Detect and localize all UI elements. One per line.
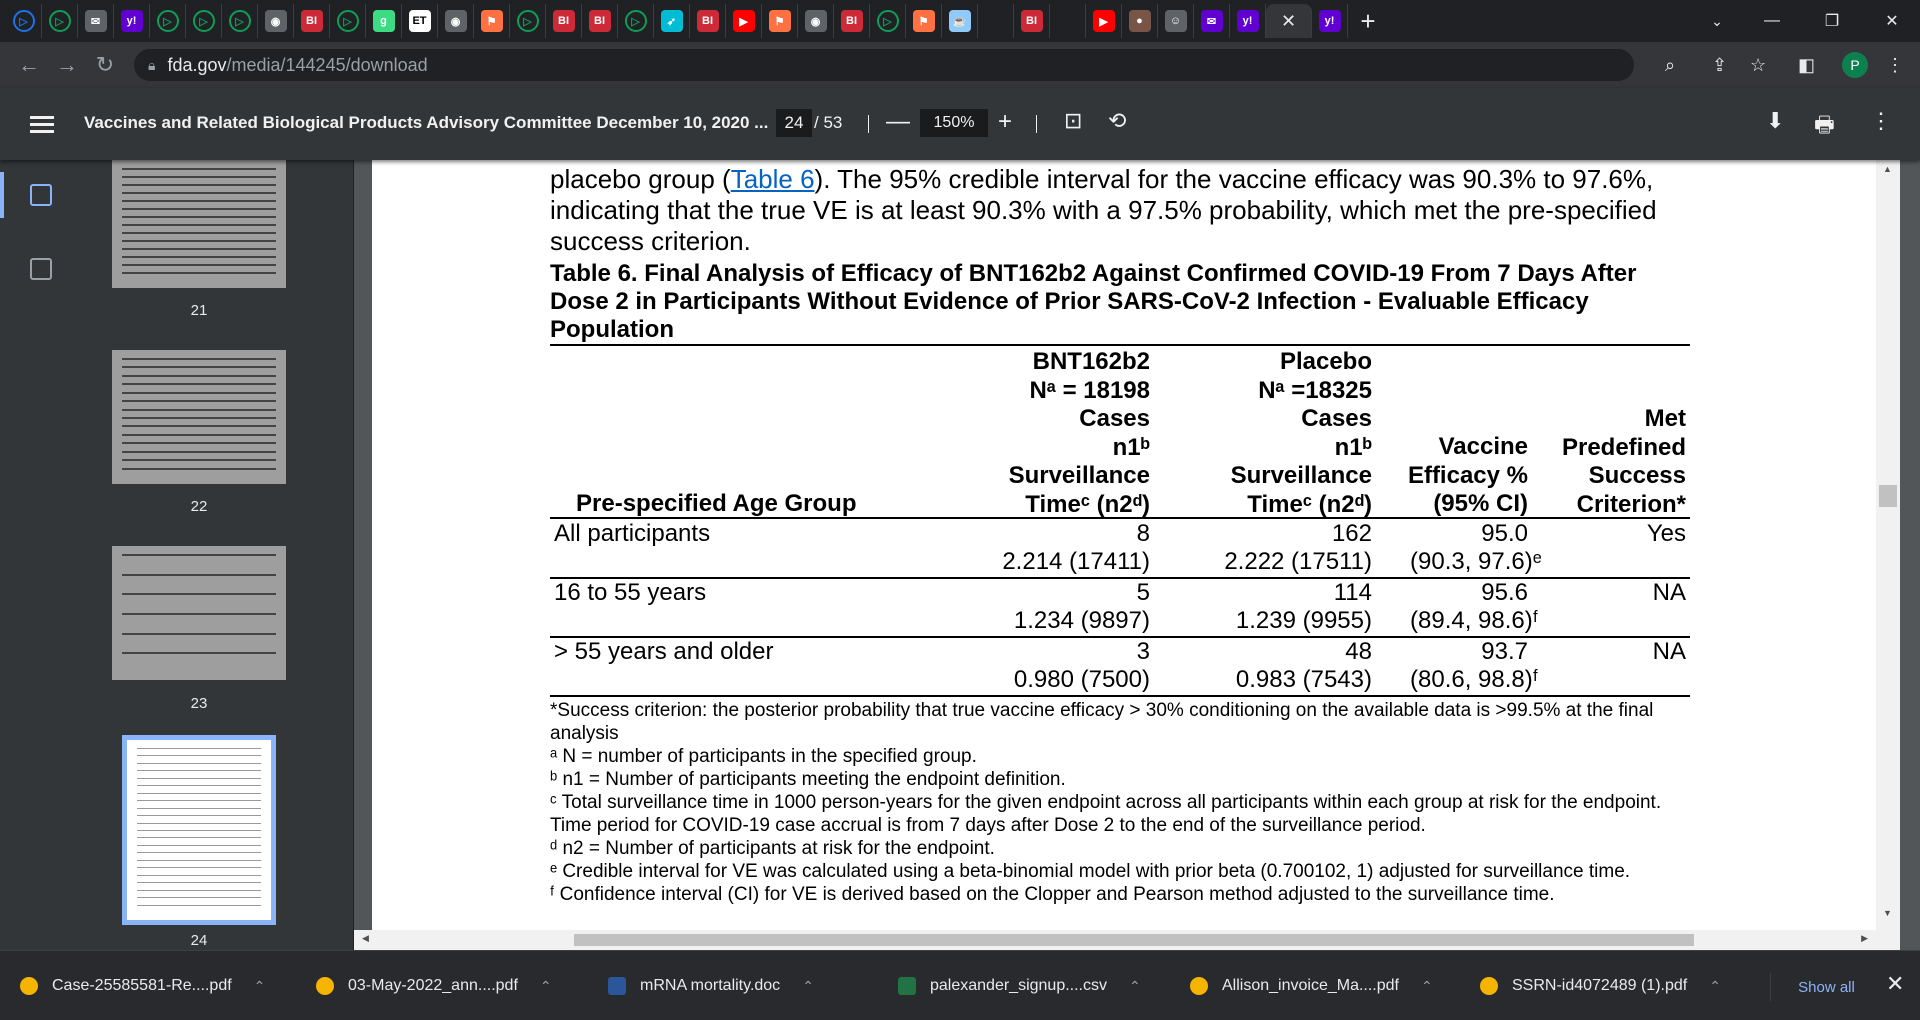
- bi-icon: BI: [697, 10, 719, 32]
- play-icon: ▷: [877, 10, 899, 32]
- browser-tab[interactable]: [6, 4, 42, 38]
- chevron-up-icon[interactable]: ⌃: [1420, 977, 1433, 994]
- browser-tab[interactable]: [690, 4, 726, 38]
- browser-tab[interactable]: [258, 4, 294, 38]
- header-bnt: [952, 348, 1150, 519]
- et-icon: ET: [409, 10, 431, 32]
- yahoo-icon: y!: [1237, 10, 1259, 32]
- yahoo-icon: y!: [121, 10, 143, 32]
- thumbnail-text-line: [137, 815, 261, 816]
- bnt-time: 1.234 (9897): [1013, 607, 1150, 634]
- thumbnail-text-line: [122, 200, 276, 202]
- page-thumbnail-24[interactable]: [127, 740, 271, 920]
- footnote: *Success criterion: the posterior probability that true vaccine efficacy > 30% conditioning on the available data is >99.5% at the final analysis: [550, 700, 1654, 744]
- thumbnail-text-line: [137, 748, 261, 749]
- downloads-bar: [0, 950, 1920, 1020]
- header-met: [1530, 405, 1686, 519]
- paragraph-text: ). The 95% credible interval for the vaccine efficacy was 90.3% to 97.6%, indicating that the true VE is at least 90.3% with a 97.5% probability, which met the pre-specified success criterion.: [550, 164, 1657, 256]
- thumbnail-text-line: [122, 224, 276, 226]
- thumbnail-text-line: [137, 882, 261, 883]
- met-criterion: Yes: [1646, 520, 1686, 547]
- horizontal-scrollbar[interactable]: ◀ ▶: [354, 930, 1876, 950]
- yahoo-icon: y!: [1319, 10, 1341, 32]
- header-line: Nᵃ = 18198: [1029, 376, 1150, 404]
- thumbnail-text-line: [122, 574, 276, 576]
- play-icon: ▷: [337, 10, 359, 32]
- chrome-icon: [316, 977, 334, 995]
- thumbnail-text-line: [122, 248, 276, 250]
- thumbnail-text-line: [122, 366, 276, 368]
- met-criterion: NA: [1652, 638, 1686, 665]
- thumbnail-text-line: [122, 375, 276, 377]
- thumbnail-text-line: [122, 208, 276, 210]
- download-item[interactable]: [608, 969, 814, 1003]
- rotate-icon[interactable]: ⟲: [1108, 108, 1127, 133]
- chevron-up-icon[interactable]: ⌃: [802, 977, 814, 994]
- close-downloads-icon[interactable]: ✕: [1886, 971, 1905, 996]
- header-line: Timeᶜ (n2ᵈ): [1247, 490, 1372, 518]
- page-total: / 53: [814, 113, 843, 132]
- row-group: 16 to 55 years: [554, 579, 707, 606]
- page-thumbnail-23[interactable]: [112, 546, 286, 680]
- thumbnail-text-line: [122, 434, 276, 436]
- browser-tab[interactable]: [1122, 4, 1158, 38]
- browser-tab[interactable]: [582, 4, 618, 38]
- thumbnail-text-line: [122, 459, 276, 461]
- browser-tab[interactable]: [798, 4, 834, 38]
- pdf-title: Vaccines and Related Biological Products Advisory Committee December 10, 2020 ...: [84, 113, 769, 132]
- footnote: ᵇ n1 = Number of participants meeting the endpoint definition.: [550, 769, 1066, 790]
- bi-icon: BI: [553, 10, 575, 32]
- bi-icon: BI: [589, 10, 611, 32]
- placebo-time: 0.983 (7543): [1235, 666, 1372, 693]
- download-item[interactable]: [316, 969, 552, 1003]
- thumbnail-text-line: [122, 216, 276, 218]
- download-filename: Case-25585581-Re....pdf: [52, 977, 232, 994]
- avatar-icon: ●: [1129, 10, 1151, 32]
- thumbnail-text-line: [137, 875, 261, 876]
- thumbnail-text-line: [137, 852, 261, 853]
- header-line: Success: [1588, 462, 1686, 489]
- bi-icon: BI: [841, 10, 863, 32]
- ve-value: 95.6: [1481, 579, 1528, 606]
- placebo-time: 1.239 (9955): [1235, 607, 1372, 634]
- play-icon: ▷: [157, 10, 179, 32]
- thumbnail-text-line: [122, 240, 276, 242]
- thumbnail-text-line: [137, 845, 261, 846]
- minimize-icon[interactable]: —: [1764, 12, 1780, 29]
- thumbnail-text-line: [122, 184, 276, 186]
- active-indicator: [0, 172, 4, 218]
- thumbnail-text-line: [122, 409, 276, 411]
- play-icon: ▷: [625, 10, 647, 32]
- tab-strip: [0, 0, 1920, 42]
- footnote: ᵈ n2 = Number of participants at risk for the endpoint.: [550, 838, 995, 859]
- header-rule: [550, 517, 1690, 519]
- download-item[interactable]: [1190, 969, 1433, 1003]
- ve-ci: (80.6, 98.8)ᶠ: [1410, 666, 1539, 693]
- download-filename: 03-May-2022_ann....pdf: [348, 977, 518, 994]
- thumbnail-page-number: 22: [190, 498, 208, 515]
- bnt-cases: 8: [1136, 520, 1150, 547]
- play-icon: ▷: [13, 10, 35, 32]
- browser-tab[interactable]: [1194, 4, 1230, 38]
- blank-icon: [985, 10, 1007, 32]
- mail-icon: ✉: [1201, 10, 1223, 32]
- thumbnail-text-line: [137, 823, 261, 824]
- row-group: > 55 years and older: [554, 638, 774, 665]
- thumbnail-text-line: [122, 442, 276, 444]
- thumbnail-text-line: [122, 400, 276, 402]
- thumbnail-view-icon[interactable]: [30, 184, 52, 206]
- scroll-thumb[interactable]: [574, 934, 1694, 946]
- header-line: Cases: [1079, 405, 1150, 432]
- share-icon[interactable]: ⇪: [1712, 54, 1728, 75]
- youtube-icon: ▶: [733, 10, 755, 32]
- print-icon[interactable]: 🖶︎: [1814, 112, 1835, 137]
- table-caption: Table 6. Final Analysis of Efficacy of BNT162b2 Against Confirmed COVID-19 From 7 Days After Dose 2 in Participants Without Evidence of Prior SARS-CoV-2 Infection - Evaluable Efficacy Population: [550, 260, 1637, 343]
- thumbnail-text-line: [122, 613, 276, 615]
- browser-tab[interactable]: [330, 4, 366, 38]
- met-criterion: NA: [1652, 579, 1686, 606]
- placebo-cases: 162: [1331, 520, 1372, 547]
- divider: [1036, 115, 1037, 133]
- browser-tab[interactable]: [366, 4, 402, 38]
- browser-tab[interactable]: [1050, 4, 1086, 38]
- thumbnail-text-line: [122, 272, 276, 274]
- active-tab[interactable]: [1266, 4, 1312, 38]
- thumbnail-text-line: [137, 800, 261, 801]
- bookmark-icon: ⚑: [769, 10, 791, 32]
- lock-icon: 🔒︎: [148, 56, 156, 73]
- thumbnail-text-line: [122, 652, 276, 654]
- divider: [868, 115, 869, 133]
- profile-avatar[interactable]: P: [1842, 42, 1868, 88]
- scroll-thumb[interactable]: [1879, 485, 1897, 507]
- browser-tab[interactable]: [546, 4, 582, 38]
- ve-value: 93.7: [1481, 638, 1528, 665]
- browser-tab[interactable]: [78, 4, 114, 38]
- download-filename: palexander_signup....csv: [930, 977, 1107, 994]
- thumbnail-text-line: [137, 763, 261, 764]
- footnote: ᵃ N = number of participants in the specified group.: [550, 746, 977, 767]
- header-line: n1ᵇ: [1334, 433, 1372, 461]
- fly-icon: ➶: [661, 10, 683, 32]
- sidebar-toggle-icon[interactable]: [30, 116, 54, 133]
- browser-tab[interactable]: [474, 4, 510, 38]
- header-line: Vaccine: [1438, 433, 1528, 460]
- header-line: Cases: [1301, 405, 1372, 432]
- play-icon: ▷: [49, 10, 71, 32]
- play-icon: ▷: [229, 10, 251, 32]
- zoom-in-button[interactable]: +: [998, 108, 1013, 135]
- url-path: /media/144245/download: [226, 54, 428, 75]
- footnote: ᵉ Credible interval for VE was calculated using a beta-binomial model with prior beta (0.700102, 1) adjusted for surveillance time.: [550, 861, 1631, 882]
- download-filename: SSRN-id4072489 (1).pdf: [1512, 977, 1688, 994]
- browser-tab[interactable]: [42, 4, 78, 38]
- header-line: Predefined: [1561, 433, 1686, 461]
- thumbnail-page-number: 23: [190, 695, 208, 712]
- thumbnail-text-line: [137, 905, 261, 906]
- pdf-page: [372, 160, 1886, 950]
- bi-icon: BI: [1021, 10, 1043, 32]
- youtube-icon: ▶: [1093, 10, 1115, 32]
- thumbnail-text-line: [122, 176, 276, 178]
- chevron-up-icon[interactable]: ⌃: [253, 977, 266, 994]
- face-icon: ☺: [1165, 10, 1187, 32]
- page-number-input[interactable]: 24: [776, 109, 812, 137]
- ve-ci: (90.3, 97.6)ᵉ: [1410, 548, 1542, 575]
- play-icon: ▷: [517, 10, 539, 32]
- chrome-icon: [1190, 977, 1208, 995]
- bi-icon: BI: [301, 10, 323, 32]
- thumbnail-text-line: [122, 425, 276, 427]
- globe-icon: ◉: [445, 10, 467, 32]
- header-line: Criterion*: [1576, 490, 1686, 518]
- header-line: Surveillance: [1230, 462, 1372, 489]
- chevron-up-icon[interactable]: ⌃: [539, 977, 552, 994]
- thumbnail-text-line: [122, 468, 276, 470]
- pdf-toolbar: [0, 88, 1920, 160]
- header-line: Nᵃ =18325: [1258, 376, 1372, 404]
- browser-tab[interactable]: [402, 4, 438, 38]
- thumbnail-text-line: [137, 830, 261, 831]
- header-line: Timeᶜ (n2ᵈ): [1025, 490, 1150, 518]
- browser-tab[interactable]: [870, 4, 906, 38]
- download-item[interactable]: [20, 969, 265, 1003]
- ve-value: 95.0: [1481, 520, 1528, 547]
- thumbnail-text-line: [137, 837, 261, 838]
- thumbnail-text-line: [137, 785, 261, 786]
- restore-icon[interactable]: ❐: [1824, 13, 1840, 30]
- thumbnail-text-line: [137, 778, 261, 779]
- chevron-up-icon[interactable]: ⌃: [1709, 977, 1721, 994]
- placebo-cases: 114: [1333, 579, 1372, 606]
- header-line: (95% CI): [1433, 490, 1528, 517]
- browser-tab[interactable]: [726, 4, 762, 38]
- bookmark-icon: ⚑: [481, 10, 503, 32]
- browser-tab[interactable]: [294, 4, 330, 38]
- download-filename: mRNA mortality.doc: [640, 977, 781, 994]
- g-icon: g: [373, 10, 395, 32]
- url-host: fda.gov: [167, 54, 227, 75]
- header-line: BNT162b2: [1032, 348, 1150, 375]
- thumbnail-text-line: [122, 392, 276, 394]
- browser-tab[interactable]: [978, 4, 1014, 38]
- browser-tab[interactable]: [906, 4, 942, 38]
- chevron-up-icon[interactable]: ⌃: [1129, 977, 1141, 994]
- header-line: n1ᵇ: [1112, 433, 1150, 461]
- thumbnail-text-line: [137, 808, 261, 809]
- bnt-cases: 3: [1136, 638, 1150, 665]
- pdf-menu-icon[interactable]: ⋮: [1870, 108, 1892, 133]
- word-icon: [608, 977, 626, 995]
- row-group: All participants: [554, 520, 711, 547]
- bnt-cases: 5: [1136, 579, 1150, 606]
- placebo-time: 2.222 (17511): [1224, 548, 1372, 575]
- address-bar[interactable]: [134, 49, 1634, 81]
- thumbnail-text-line: [122, 383, 276, 385]
- browser-tab[interactable]: [618, 4, 654, 38]
- table-top-rule: [550, 344, 1690, 346]
- zoom-input[interactable]: 150%: [920, 109, 988, 137]
- play-icon: ▷: [193, 10, 215, 32]
- thumbnail-text-line: [137, 755, 261, 756]
- blank-icon: [1057, 10, 1079, 32]
- browser-toolbar: [0, 42, 1920, 88]
- zoom-out-button[interactable]: —: [886, 108, 910, 135]
- side-panel-icon[interactable]: ◧: [1798, 54, 1816, 75]
- download-filename: Allison_invoice_Ma....pdf: [1222, 977, 1399, 994]
- browser-tab[interactable]: [834, 4, 870, 38]
- thumbnail-text-line: [122, 232, 276, 234]
- excel-icon: [898, 977, 916, 995]
- browser-tab[interactable]: [510, 4, 546, 38]
- zoom-lens-icon[interactable]: ⌕: [1665, 54, 1676, 75]
- mail-icon: ✉: [85, 10, 107, 32]
- cup-icon: ☕: [949, 10, 971, 32]
- bookmark-star-icon[interactable]: ☆: [1750, 54, 1767, 75]
- fit-page-icon[interactable]: ⊡: [1064, 108, 1083, 133]
- bnt-time: 0.980 (7500): [1013, 666, 1150, 693]
- close-tab-icon[interactable]: ✕: [1280, 10, 1297, 31]
- header-line: Met: [1644, 405, 1686, 432]
- table-6-link[interactable]: Table 6: [730, 164, 815, 194]
- body-paragraph: [550, 164, 1690, 257]
- paragraph-text: placebo group (: [550, 164, 731, 194]
- browser-menu-icon[interactable]: ⋮: [1886, 54, 1904, 75]
- back-icon[interactable]: ←: [18, 52, 40, 77]
- show-all-button[interactable]: Show all: [1770, 973, 1882, 1001]
- browser-tab[interactable]: [186, 4, 222, 38]
- header-ve: [1392, 433, 1528, 519]
- thumbnail-text-line: [122, 256, 276, 258]
- browser-tab[interactable]: [1230, 4, 1266, 38]
- header-group: Pre-specified Age Group: [576, 490, 857, 517]
- browser-tab[interactable]: [1312, 4, 1348, 38]
- thumbnail-text-line: [137, 770, 261, 771]
- thumbnail-text-line: [122, 168, 276, 170]
- thumbnail-text-line: [122, 593, 276, 595]
- browser-tab[interactable]: [1086, 4, 1122, 38]
- download-icon[interactable]: ⬇: [1766, 108, 1785, 133]
- header-line: Efficacy %: [1407, 461, 1528, 489]
- close-window-icon[interactable]: ✕: [1885, 13, 1899, 30]
- bnt-time: 2.214 (17411): [1002, 548, 1150, 575]
- new-tab-button[interactable]: +: [1360, 5, 1376, 36]
- browser-tab[interactable]: [114, 4, 150, 38]
- header-line: Surveillance: [1008, 462, 1150, 489]
- outline-view-icon[interactable]: [30, 258, 52, 280]
- download-item[interactable]: [898, 969, 1141, 1003]
- globe-icon: ◉: [805, 10, 827, 32]
- thumbnail-text-line: [122, 358, 276, 360]
- thumbnail-text-line: [122, 451, 276, 453]
- browser-tab[interactable]: [654, 4, 690, 38]
- chrome-icon: [20, 977, 38, 995]
- ve-ci: (89.4, 98.6)ᶠ: [1410, 607, 1539, 634]
- browser-tab[interactable]: [1158, 4, 1194, 38]
- browser-tab[interactable]: [222, 4, 258, 38]
- browser-tab[interactable]: [762, 4, 798, 38]
- forward-icon[interactable]: →: [56, 52, 78, 77]
- bookmark-icon: ⚑: [913, 10, 935, 32]
- thumbnail-page-number: 21: [190, 302, 208, 319]
- placebo-cases: 48: [1345, 638, 1372, 665]
- tab-search-chevron-icon[interactable]: ⌄: [1711, 12, 1723, 29]
- row-rule: [550, 695, 1690, 697]
- thumbnail-text-line: [122, 192, 276, 194]
- thumbnail-text-line: [122, 633, 276, 635]
- thumbnail-page-number: 24: [190, 932, 208, 949]
- thumbnail-text-line: [137, 867, 261, 868]
- browser-tab[interactable]: [1014, 4, 1050, 38]
- thumbnail-text-line: [137, 860, 261, 861]
- footnote: ᶜ Total surveillance time in 1000 person-years for the given endpoint across all participants within each group at risk for the endpoint. Time period for COVID-19 case accrual is from 7 days after Dose 2 to the end of the surveillance period.: [550, 792, 1662, 836]
- thumbnail-text-line: [122, 554, 276, 556]
- thumbnail-text-line: [137, 890, 261, 891]
- page-thumbnail-22[interactable]: [112, 350, 286, 484]
- pdf-viewer: [354, 160, 1920, 950]
- browser-tab[interactable]: [438, 4, 474, 38]
- page-thumbnail-21[interactable]: [112, 160, 286, 288]
- chrome-icon: [1480, 977, 1498, 995]
- thumbnail-text-line: [122, 264, 276, 266]
- browser-tab[interactable]: [942, 4, 978, 38]
- header-placebo: [1172, 348, 1372, 519]
- thumbnail-sidebar: [0, 160, 353, 950]
- vertical-scrollbar[interactable]: ▲ ▼: [1876, 160, 1900, 950]
- thumbnail-text-line: [137, 897, 261, 898]
- globe-icon: ◉: [265, 10, 287, 32]
- browser-tab[interactable]: [150, 4, 186, 38]
- thumbnail-text-line: [122, 417, 276, 419]
- footnote: ᶠ Confidence interval (CI) for VE is derived based on the Clopper and Pearson method adjusted to the surveillance time.: [550, 884, 1555, 905]
- reload-icon[interactable]: ↻: [95, 52, 115, 77]
- download-item[interactable]: [1480, 969, 1721, 1003]
- header-line: Placebo: [1279, 348, 1372, 375]
- thumbnail-text-line: [137, 793, 261, 794]
